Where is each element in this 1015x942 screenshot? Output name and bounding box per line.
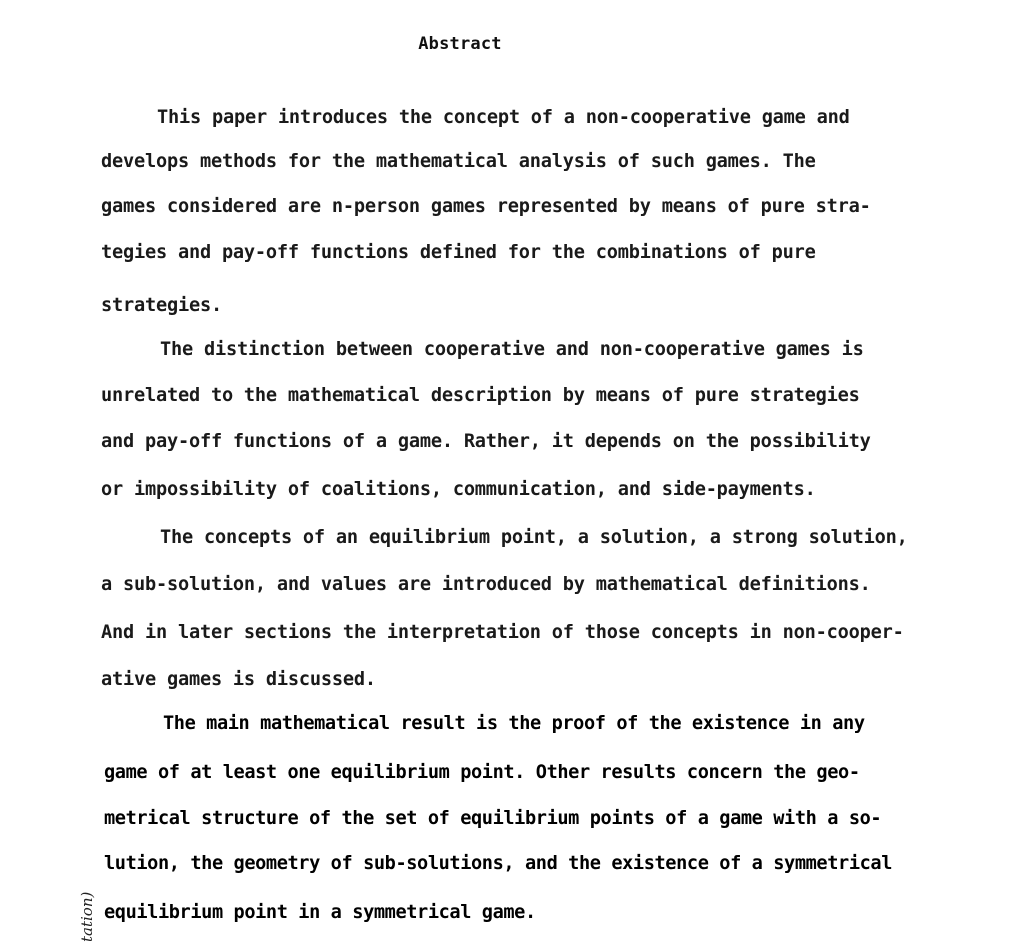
paragraph-4-line-3: metrical structure of the set of equilibrium points of a game with a so-: [104, 808, 882, 829]
paragraph-1-line-3: games considered are n-person games represented by means of pure stra-: [101, 196, 871, 217]
abstract-heading: Abstract: [418, 34, 502, 54]
margin-annotation-text: tation): [78, 891, 96, 942]
paragraph-2-line-2: unrelated to the mathematical description by means of pure strategies: [101, 385, 860, 406]
paragraph-1-line-5: strategies.: [101, 295, 222, 316]
paragraph-3-line-4: ative games is discussed.: [101, 669, 376, 690]
paragraph-4-line-2: game of at least one equilibrium point. Other results concern the geo-: [104, 762, 860, 783]
paragraph-4-line-5: equilibrium point in a symmetrical game.: [104, 902, 536, 923]
paragraph-4-line-1: The main mathematical result is the proof of the existence in any: [163, 713, 865, 734]
paragraph-3-line-3: And in later sections the interpretation of those concepts in non-cooper-: [101, 622, 904, 643]
paragraph-2-line-1: The distinction between cooperative and non-cooperative games is: [160, 339, 864, 360]
paragraph-1-line-2: develops methods for the mathematical analysis of such games. The: [101, 151, 816, 172]
paragraph-3-line-1: The concepts of an equilibrium point, a solution, a strong solution,: [160, 527, 908, 548]
paragraph-2-line-4: or impossibility of coalitions, communication, and side-payments.: [101, 479, 816, 500]
margin-handwritten-annotation: [76, 832, 96, 942]
paragraph-1-line-1: This paper introduces the concept of a non-cooperative game and: [157, 107, 850, 128]
paragraph-2-line-3: and pay-off functions of a game. Rather, it depends on the possibility: [101, 431, 871, 452]
paragraph-4-line-4: lution, the geometry of sub-solutions, and the existence of a symmetrical: [104, 853, 892, 874]
paragraph-3-line-2: a sub-solution, and values are introduced by mathematical definitions.: [101, 574, 871, 595]
paragraph-1-line-4: tegies and pay-off functions defined for the combinations of pure: [101, 242, 816, 263]
